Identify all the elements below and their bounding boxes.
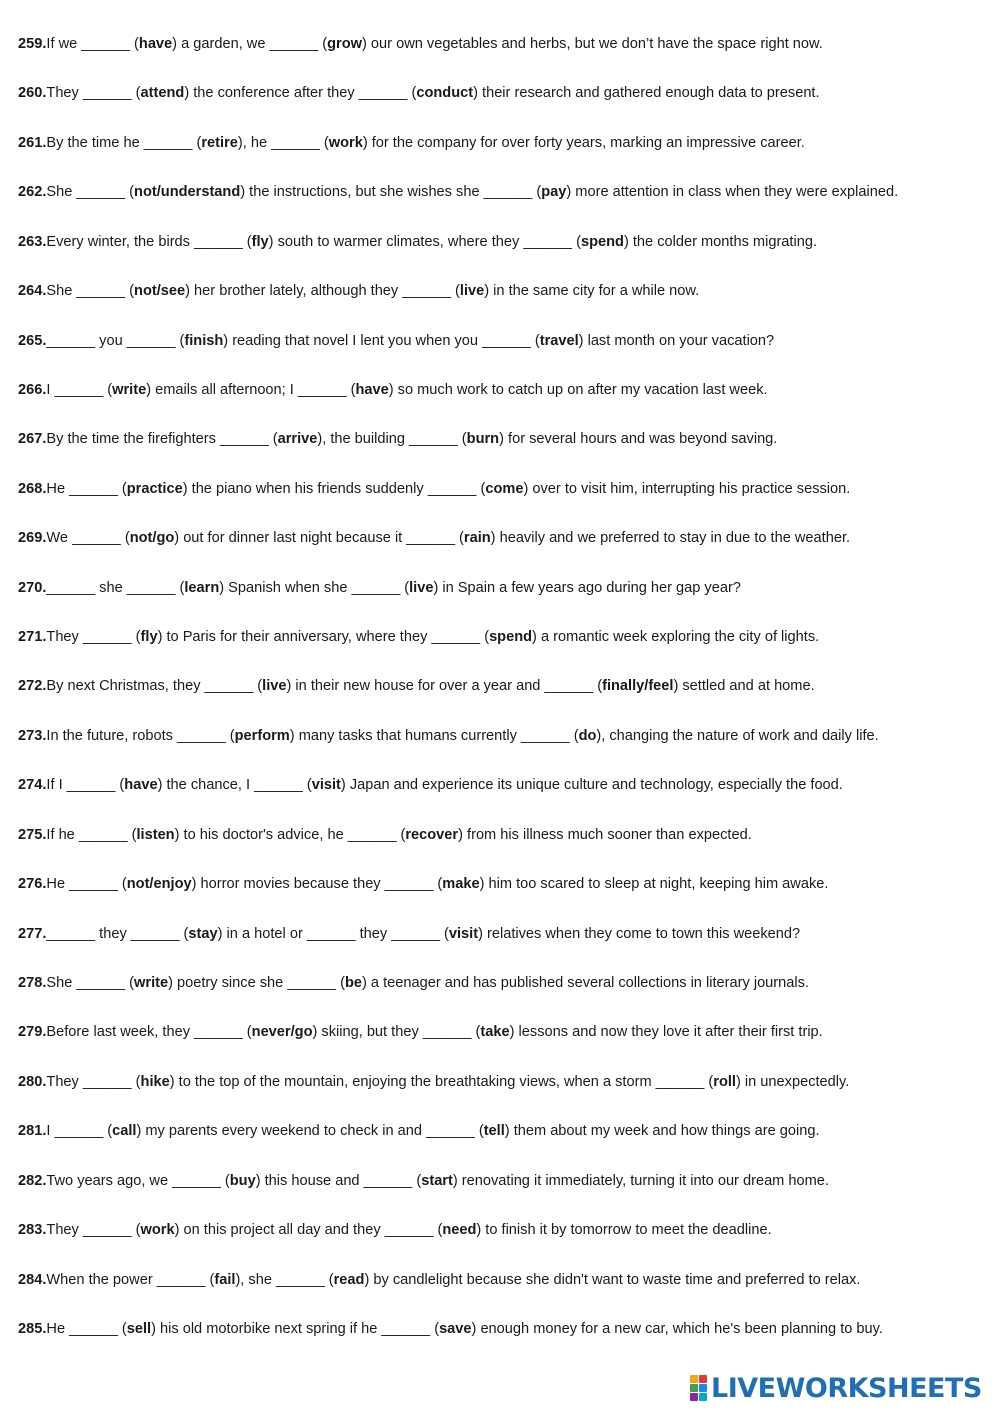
sentence-text: She ______ ( bbox=[46, 184, 135, 201]
exercise-number: 266. bbox=[18, 381, 47, 398]
verb-hint: not/see bbox=[134, 283, 186, 300]
verb-hint: save bbox=[439, 1320, 472, 1337]
exercise-item bbox=[18, 826, 988, 875]
logo-tile bbox=[699, 1375, 707, 1383]
sentence-text: They ______ ( bbox=[46, 629, 141, 646]
verb-hint: visit bbox=[311, 777, 341, 794]
verb-hint: tell bbox=[483, 1123, 505, 1140]
verb-hint: conduct bbox=[416, 85, 474, 102]
verb-hint: fly bbox=[251, 233, 269, 250]
sentence-text: ) for several hours and was beyond saving. bbox=[499, 431, 778, 448]
exercise-number: 269. bbox=[18, 530, 47, 547]
exercise-number: 278. bbox=[18, 975, 47, 992]
verb-hint: spend bbox=[580, 233, 624, 250]
exercise-item bbox=[18, 579, 988, 628]
verb-hint: attend bbox=[140, 85, 185, 102]
verb-hint: start bbox=[421, 1172, 453, 1189]
sentence-text: ) a romantic week exploring the city of lights. bbox=[532, 629, 820, 646]
verb-hint: rain bbox=[463, 530, 491, 547]
verb-hint: visit bbox=[448, 925, 479, 942]
exercise-number: 277. bbox=[18, 925, 47, 942]
exercise-item bbox=[18, 183, 988, 232]
sentence-text: ) him too scared to sleep at night, keeping him awake. bbox=[479, 876, 829, 893]
verb-hint: grow bbox=[327, 36, 363, 52]
exercise-item bbox=[18, 1023, 988, 1072]
sentence-text: ) over to visit him, interrupting his practice session. bbox=[523, 480, 851, 497]
sentence-text: If he ______ ( bbox=[46, 826, 137, 843]
verb-hint: learn bbox=[184, 579, 220, 596]
verb-hint: have bbox=[138, 36, 173, 52]
exercise-list bbox=[18, 35, 988, 1369]
verb-hint: perform bbox=[234, 727, 290, 744]
exercise-item bbox=[18, 282, 988, 331]
logo-tile bbox=[690, 1393, 698, 1401]
exercise-item bbox=[18, 529, 988, 578]
verb-hint: read bbox=[333, 1271, 365, 1288]
exercise-item bbox=[18, 875, 988, 924]
verb-hint: come bbox=[485, 480, 524, 497]
verb-hint: make bbox=[442, 876, 480, 893]
sentence-text: They ______ ( bbox=[46, 1222, 141, 1239]
sentence-text: ) this house and ______ ( bbox=[255, 1172, 422, 1189]
verb-hint: work bbox=[140, 1222, 175, 1239]
sentence-text: Before last week, they ______ ( bbox=[46, 1024, 252, 1041]
exercise-number: 283. bbox=[18, 1222, 47, 1239]
verb-hint: not/enjoy bbox=[126, 876, 192, 893]
sentence-text: ) on this project all day and they ______ ( bbox=[174, 1222, 443, 1239]
sentence-text: ) in the same city for a while now. bbox=[484, 283, 700, 300]
verb-hint: write bbox=[134, 975, 169, 992]
logo-tile bbox=[690, 1384, 698, 1392]
sentence-text: ) last month on your vacation? bbox=[578, 332, 775, 349]
exercise-item bbox=[18, 134, 988, 183]
sentence-text: ) in Spain a few years ago during her gap year? bbox=[433, 579, 741, 596]
verb-hint: practice bbox=[126, 480, 183, 497]
exercise-item bbox=[18, 727, 988, 776]
exercise-item bbox=[18, 1073, 988, 1122]
sentence-text: He ______ ( bbox=[46, 876, 127, 893]
sentence-text: ) to the top of the mountain, enjoying the breathtaking views, when a storm ______ ( bbox=[169, 1073, 714, 1090]
sentence-text: He ______ ( bbox=[46, 1320, 127, 1337]
sentence-text: ) enough money for a new car, which he's been planning to buy. bbox=[471, 1320, 883, 1337]
exercise-number: 260. bbox=[18, 85, 47, 102]
sentence-text: ______ you ______ ( bbox=[46, 332, 185, 349]
sentence-text: ) the instructions, but she wishes she ______ ( bbox=[240, 184, 542, 201]
sentence-text: We ______ ( bbox=[46, 530, 130, 547]
sentence-text: ) emails all afternoon; I ______ ( bbox=[146, 381, 356, 398]
exercise-number: 274. bbox=[18, 777, 47, 794]
exercise-number: 265. bbox=[18, 332, 47, 349]
verb-hint: not/understand bbox=[134, 184, 241, 201]
verb-hint: write bbox=[112, 381, 147, 398]
exercise-number: 261. bbox=[18, 134, 47, 151]
sentence-text: ) the conference after they ______ ( bbox=[184, 85, 417, 102]
logo-grid-icon bbox=[690, 1375, 707, 1401]
exercise-number: 276. bbox=[18, 876, 47, 893]
verb-hint: never/go bbox=[251, 1024, 313, 1041]
sentence-text: ) a teenager and has published several collections in literary journals. bbox=[362, 975, 809, 992]
verb-hint: not/go bbox=[129, 530, 175, 547]
sentence-text: ) the chance, I ______ ( bbox=[157, 777, 312, 794]
verb-hint: travel bbox=[539, 332, 579, 349]
exercise-number: 285. bbox=[18, 1320, 47, 1337]
sentence-text: ) relatives when they come to town this weekend? bbox=[478, 925, 801, 942]
sentence-text: If I ______ ( bbox=[46, 777, 125, 794]
sentence-text: ) for the company for over forty years, marking an impressive career. bbox=[362, 134, 805, 151]
sentence-text: ) horror movies because they ______ ( bbox=[191, 876, 443, 893]
sentence-text: ), the building ______ ( bbox=[317, 431, 467, 448]
sentence-text: ) my parents every weekend to check in and ______ ( bbox=[136, 1123, 484, 1140]
verb-hint: live bbox=[459, 283, 485, 300]
sentence-text: ), she ______ ( bbox=[235, 1271, 334, 1288]
verb-hint: recover bbox=[405, 826, 459, 843]
verb-hint: live bbox=[262, 678, 287, 695]
exercise-item bbox=[18, 776, 988, 825]
exercise-item bbox=[18, 677, 988, 726]
sentence-text: ) many tasks that humans currently ______ ( bbox=[289, 727, 579, 744]
sentence-text: ) lessons and now they love it after their first trip. bbox=[509, 1024, 823, 1041]
sentence-text: ) skiing, but they ______ ( bbox=[312, 1024, 481, 1041]
exercise-item bbox=[18, 381, 988, 430]
verb-hint: fly bbox=[140, 629, 158, 646]
sentence-text: Every winter, the birds ______ ( bbox=[46, 233, 252, 250]
verb-hint: do bbox=[578, 727, 597, 744]
sentence-text: ) in unexpectedly. bbox=[735, 1073, 850, 1090]
exercise-item bbox=[18, 332, 988, 381]
sentence-text: By the time he ______ ( bbox=[46, 134, 202, 151]
sentence-text: ) them about my week and how things are going. bbox=[504, 1123, 820, 1140]
exercise-item bbox=[18, 1122, 988, 1171]
exercise-item bbox=[18, 628, 988, 677]
logo-tile bbox=[699, 1384, 707, 1392]
verb-hint: roll bbox=[713, 1073, 736, 1090]
sentence-text: ) by candlelight because she didn't want to waste time and preferred to relax. bbox=[364, 1271, 861, 1288]
sentence-text: They ______ ( bbox=[46, 1073, 141, 1090]
exercise-number: 259. bbox=[18, 36, 47, 52]
sentence-text: ______ she ______ ( bbox=[46, 579, 185, 596]
exercise-number: 271. bbox=[18, 629, 47, 646]
sentence-text: ) more attention in class when they were explained. bbox=[566, 184, 899, 201]
liveworksheets-logo bbox=[690, 1370, 982, 1406]
verb-hint: stay bbox=[188, 925, 218, 942]
sentence-text: ) so much work to catch up on after my vacation last week. bbox=[388, 381, 768, 398]
sentence-text: ) his old motorbike next spring if he ______ ( bbox=[151, 1320, 440, 1337]
logo-tile bbox=[699, 1393, 707, 1401]
verb-hint: need bbox=[442, 1222, 477, 1239]
sentence-text: ) in a hotel or ______ they ______ ( bbox=[217, 925, 449, 942]
sentence-text: ) from his illness much sooner than expected. bbox=[458, 826, 752, 843]
sentence-text: ) renovating it immediately, turning it into our dream home. bbox=[452, 1172, 829, 1189]
sentence-text: ), changing the nature of work and daily life. bbox=[596, 727, 879, 744]
verb-hint: take bbox=[480, 1024, 510, 1041]
sentence-text: If we ______ ( bbox=[46, 36, 139, 52]
exercise-item bbox=[18, 1172, 988, 1221]
verb-hint: burn bbox=[466, 431, 500, 448]
sentence-text: By the time the firefighters ______ ( bbox=[46, 431, 278, 448]
verb-hint: spend bbox=[489, 629, 533, 646]
logo-wordmark: LIVEWORKSHEETS bbox=[711, 1372, 982, 1404]
sentence-text: When the power ______ ( bbox=[46, 1271, 215, 1288]
exercise-item bbox=[18, 84, 988, 133]
sentence-text: ) Japan and experience its unique culture and technology, especially the food. bbox=[340, 777, 843, 794]
verb-hint: be bbox=[344, 975, 362, 992]
sentence-text: ) a garden, we ______ ( bbox=[172, 36, 328, 52]
sentence-text: ) settled and at home. bbox=[673, 678, 815, 695]
sentence-text: ) their research and gathered enough data to present. bbox=[473, 85, 820, 102]
sentence-text: ) in their new house for over a year and ______ ( bbox=[286, 678, 603, 695]
exercise-number: 279. bbox=[18, 1024, 47, 1041]
verb-hint: arrive bbox=[277, 431, 318, 448]
exercise-item bbox=[18, 974, 988, 1023]
exercise-number: 270. bbox=[18, 579, 47, 596]
exercise-item bbox=[18, 925, 988, 974]
sentence-text: ) to finish it by tomorrow to meet the deadline. bbox=[476, 1222, 772, 1239]
sentence-text: ) Spanish when she ______ ( bbox=[219, 579, 410, 596]
sentence-text: ) reading that novel I lent you when you ______ ( bbox=[223, 332, 540, 349]
sentence-text: ) out for dinner last night because it ______ ( bbox=[174, 530, 464, 547]
verb-hint: finish bbox=[184, 332, 224, 349]
verb-hint: finally/feel bbox=[602, 678, 674, 695]
sentence-text: Two years ago, we ______ ( bbox=[46, 1172, 230, 1189]
verb-hint: buy bbox=[229, 1172, 256, 1189]
exercise-number: 263. bbox=[18, 233, 47, 250]
exercise-number: 275. bbox=[18, 826, 47, 843]
sentence-text: ), he ______ ( bbox=[237, 134, 329, 151]
verb-hint: have bbox=[355, 381, 389, 398]
exercise-number: 273. bbox=[18, 727, 47, 744]
exercise-number: 284. bbox=[18, 1271, 47, 1288]
sentence-text: In the future, robots ______ ( bbox=[46, 727, 235, 744]
exercise-item bbox=[18, 1271, 988, 1320]
exercise-number: 280. bbox=[18, 1073, 47, 1090]
verb-hint: have bbox=[124, 777, 158, 794]
sentence-text: He ______ ( bbox=[46, 480, 127, 497]
sentence-text: ) her brother lately, although they ______ ( bbox=[185, 283, 460, 300]
sentence-text: ______ they ______ ( bbox=[46, 925, 189, 942]
verb-hint: retire bbox=[201, 134, 238, 151]
exercise-item bbox=[18, 1221, 988, 1270]
verb-hint: sell bbox=[126, 1320, 152, 1337]
sentence-text: By next Christmas, they ______ ( bbox=[46, 678, 263, 695]
exercise-number: 268. bbox=[18, 480, 47, 497]
sentence-text: ) to his doctor's advice, he ______ ( bbox=[174, 826, 406, 843]
sentence-text: ) to Paris for their anniversary, where they ______ ( bbox=[157, 629, 490, 646]
logo-tile bbox=[690, 1375, 698, 1383]
verb-hint: call bbox=[112, 1123, 137, 1140]
sentence-text: ) our own vegetables and herbs, but we don’t have the space right now. bbox=[362, 36, 823, 52]
exercise-item bbox=[18, 480, 988, 529]
exercise-number: 267. bbox=[18, 431, 47, 448]
verb-hint: live bbox=[409, 579, 434, 596]
sentence-text: She ______ ( bbox=[46, 975, 135, 992]
exercise-item bbox=[18, 430, 988, 479]
sentence-text: ) heavily and we preferred to stay in due to the weather. bbox=[490, 530, 851, 547]
verb-hint: listen bbox=[136, 826, 175, 843]
exercise-number: 282. bbox=[18, 1172, 47, 1189]
sentence-text: ) poetry since she ______ ( bbox=[168, 975, 345, 992]
exercise-number: 262. bbox=[18, 184, 47, 201]
verb-hint: fail bbox=[214, 1271, 236, 1288]
verb-hint: hike bbox=[140, 1073, 170, 1090]
sentence-text: ) the colder months migrating. bbox=[623, 233, 817, 250]
exercise-number: 281. bbox=[18, 1123, 47, 1140]
exercise-number: 264. bbox=[18, 283, 47, 300]
sentence-text: I ______ ( bbox=[46, 381, 113, 398]
exercise-item bbox=[18, 35, 988, 84]
sentence-text: She ______ ( bbox=[46, 283, 135, 300]
sentence-text: ) the piano when his friends suddenly ______ ( bbox=[182, 480, 486, 497]
exercise-item bbox=[18, 1320, 988, 1369]
sentence-text: They ______ ( bbox=[46, 85, 141, 102]
exercise-number: 272. bbox=[18, 678, 47, 695]
sentence-text: ) south to warmer climates, where they ______ ( bbox=[268, 233, 581, 250]
sentence-text: I ______ ( bbox=[46, 1123, 113, 1140]
verb-hint: pay bbox=[541, 184, 567, 201]
verb-hint: work bbox=[328, 134, 363, 151]
exercise-item bbox=[18, 233, 988, 282]
